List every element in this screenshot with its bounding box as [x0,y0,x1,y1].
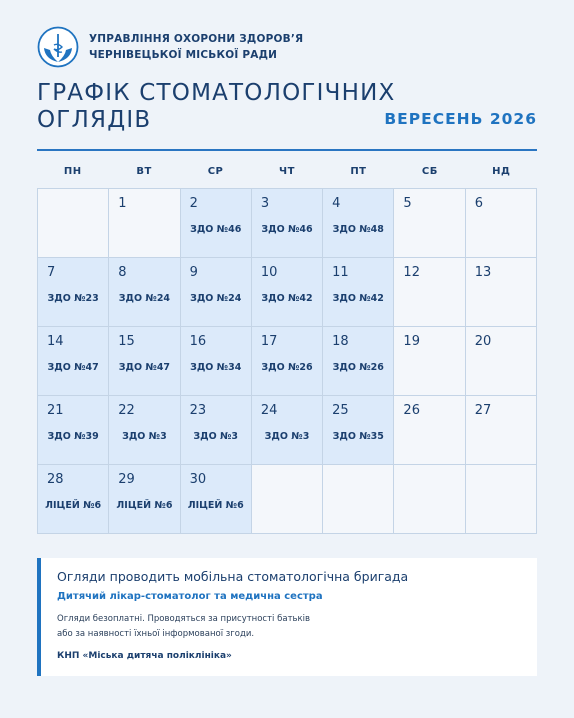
exam-location-label: ЗДО №34 [190,362,242,373]
exam-location-label: ЗДО №39 [47,431,99,442]
month-label: ВЕРЕСЕНЬ 2026 [384,110,537,128]
exam-location-label: ЗДО №3 [122,431,167,442]
org-name-line2: ЧЕРНІВЕЦЬКОЇ МІСЬКОЇ РАДИ [89,49,278,61]
page-title [37,80,395,134]
calendar-day-cell [252,258,323,327]
title-divider [37,149,537,151]
exam-location-label: ЗДО №3 [264,431,310,442]
day-number: 14 [47,334,64,349]
day-number: 16 [189,334,207,349]
calendar-day-cell [466,327,537,396]
day-number: 1 [118,196,127,211]
calendar-day-cell [466,396,537,465]
calendar-day-cell [181,396,252,465]
day-number: 15 [118,334,135,349]
calendar-day-cell [38,465,109,534]
weekday-label: ПН [63,166,82,177]
day-number: 2 [189,196,198,211]
exam-location-label: ЗДО №26 [332,362,384,373]
info-note-line1: Огляди безоплатні. Проводяться за присутності батьків [57,614,311,624]
calendar-day-cell [394,258,465,327]
day-number: 21 [47,403,64,418]
calendar-empty-cell [394,465,465,534]
weekday-label: НД [492,166,511,177]
day-number: 20 [474,334,492,349]
org-name [89,31,303,63]
day-number: 6 [474,196,483,211]
day-number: 9 [189,265,198,280]
day-number: 3 [260,196,270,211]
calendar-day-cell [252,396,323,465]
info-card [37,558,537,676]
day-number: 18 [332,334,349,349]
calendar-day-cell [323,396,394,465]
exam-location-label: ЗДО №3 [193,431,239,442]
calendar-empty-cell [252,465,323,534]
exam-location-label: ЗДО №23 [47,293,99,304]
day-number: 22 [118,403,135,418]
calendar-day-cell [181,258,252,327]
day-number: 12 [403,265,420,280]
weekday-label: ПТ [350,166,367,177]
exam-location-label: ЗДО №35 [332,431,384,442]
calendar-day-cell [109,396,180,465]
calendar-day-cell [466,258,537,327]
calendar-day-cell [323,327,394,396]
weekday-label: СР [207,166,224,177]
info-note-line2: або за наявності їхньої інформованої згоди. [57,629,255,639]
calendar-day-cell [109,465,180,534]
exam-location-label: ЛІЦЕЙ №6 [187,500,244,511]
calendar-empty-cell [466,465,537,534]
exam-location-label: ЗДО №46 [261,224,313,235]
day-number: 27 [474,403,492,418]
day-number: 29 [118,472,135,487]
day-number: 11 [332,265,349,280]
day-number: 13 [474,265,492,280]
day-number: 26 [403,403,420,418]
org-header [37,26,303,68]
calendar-day-cell [109,258,180,327]
info-team: Дитячий лікар-стоматолог та медична сестра [57,591,323,602]
exam-location-label: ЗДО №46 [190,224,242,235]
day-number: 8 [118,265,127,280]
day-number: 4 [332,196,341,211]
exam-location-label: ЛІЦЕЙ №6 [45,500,102,511]
info-note [57,612,537,642]
day-number: 28 [47,472,64,487]
info-signature: КНП «Міська дитяча поліклініка» [57,651,232,661]
calendar-day-cell [181,327,252,396]
calendar-day-cell [323,258,394,327]
calendar-empty-cell [323,465,394,534]
page-title-line1: ГРАФІК СТОМАТОЛОГІЧНИХ [37,80,396,106]
calendar-day-cell [38,327,109,396]
calendar-day-cell [181,189,252,258]
calendar-day-cell [38,396,109,465]
calendar-day-cell [252,327,323,396]
exam-location-label: ЛІЦЕЙ №6 [116,500,173,511]
exam-location-label: ЗДО №47 [118,362,171,373]
calendar-day-cell [466,189,537,258]
exam-location-label: ЗДО №47 [47,362,99,373]
calendar-day-cell [109,189,180,258]
calendar-day-cell [38,258,109,327]
info-headline: Огляди проводить мобільна стоматологічна бригада [57,569,409,584]
calendar-empty-cell [38,189,109,258]
day-number: 25 [332,403,349,418]
day-number: 30 [189,472,207,487]
calendar-day-cell [394,396,465,465]
day-number: 19 [403,334,420,349]
calendar-day-cell [252,189,323,258]
exam-location-label: ЗДО №42 [261,293,313,304]
page-title-line2: ОГЛЯДІВ [37,107,152,133]
day-number: 24 [260,403,278,418]
calendar-day-cell [109,327,180,396]
weekday-header [37,166,537,177]
day-number: 7 [47,265,56,280]
weekday-label: ВТ [136,166,152,177]
exam-location-label: ЗДО №48 [332,224,384,235]
calendar-day-cell [394,327,465,396]
day-number: 10 [260,265,278,280]
day-number: 5 [403,196,412,211]
weekday-label: ЧТ [279,166,295,177]
exam-location-label: ЗДО №26 [261,362,313,373]
day-number: 17 [260,334,278,349]
calendar-day-cell [323,189,394,258]
weekday-label: СБ [421,166,438,177]
calendar-day-cell [394,189,465,258]
exam-location-label: ЗДО №24 [190,293,242,304]
calendar-day-cell [181,465,252,534]
exam-location-label: ЗДО №42 [332,293,384,304]
day-number: 23 [189,403,207,418]
org-name-line1: УПРАВЛІННЯ ОХОРОНИ ЗДОРОВ’Я [89,33,304,45]
calendar-grid [37,188,537,534]
caduceus-in-hands-icon [37,26,79,68]
exam-location-label: ЗДО №24 [118,293,171,304]
